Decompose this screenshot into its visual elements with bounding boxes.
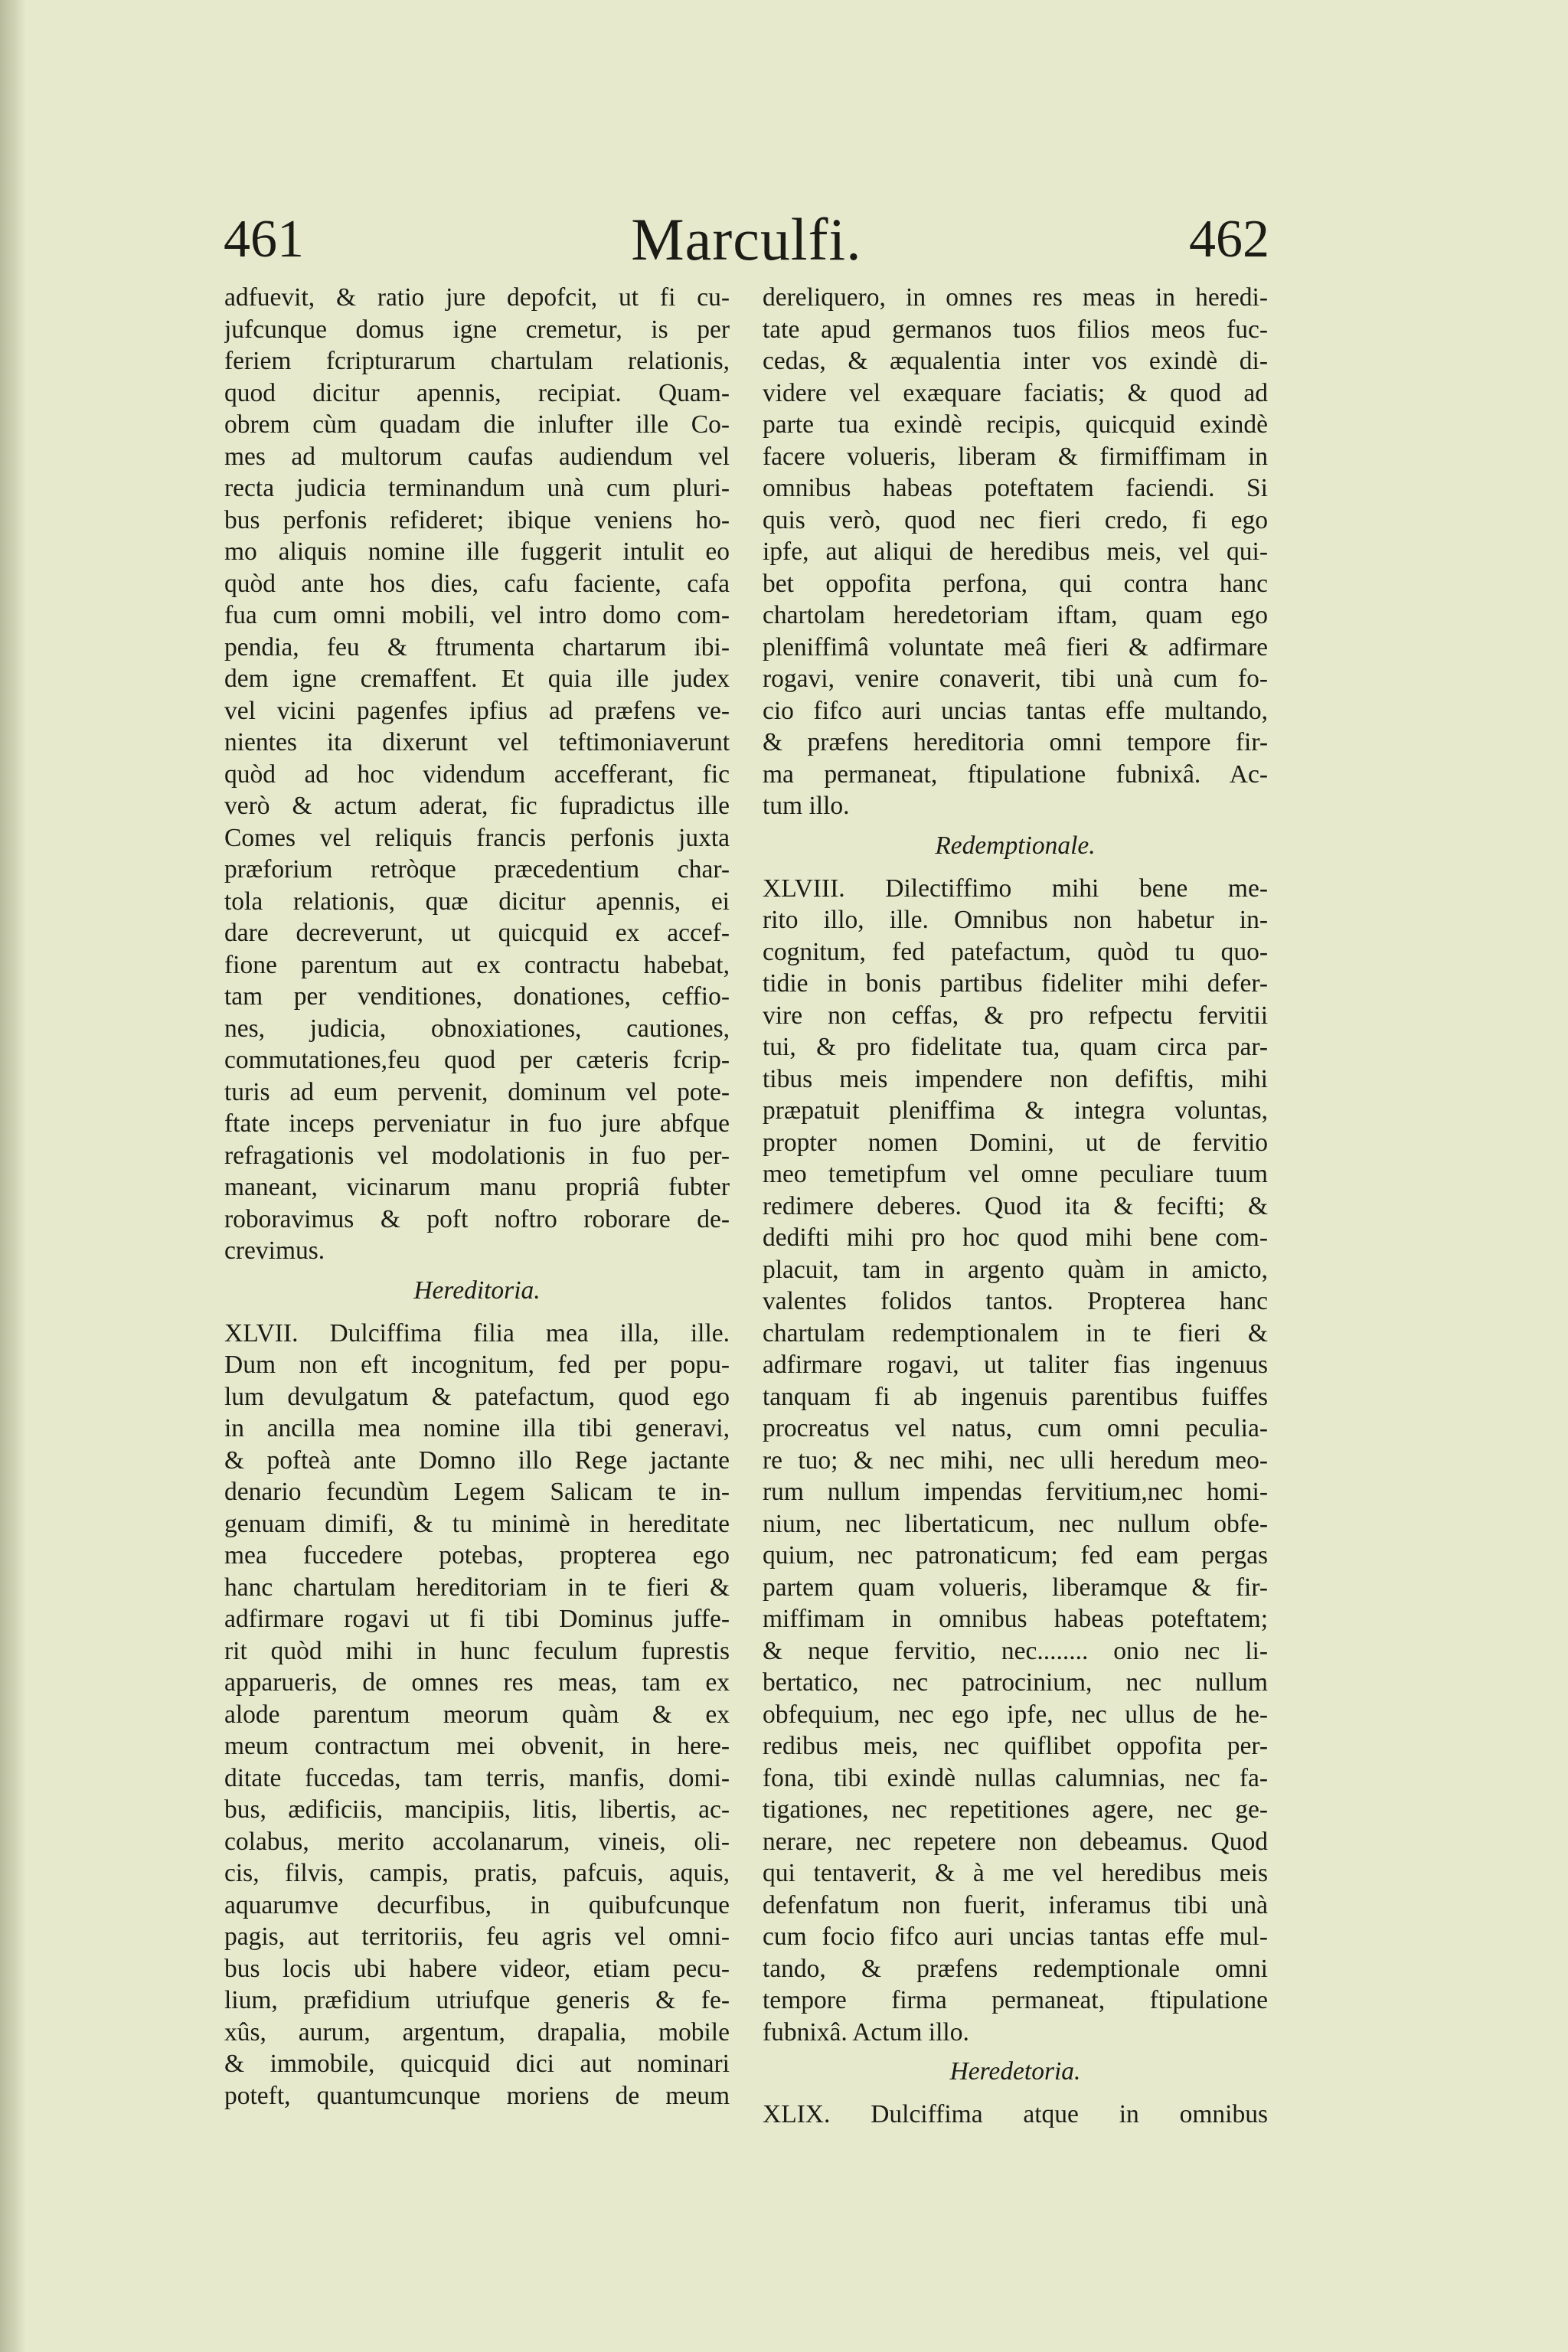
text-line: XLIX. Dulciffima atque in omnibus bbox=[763, 2100, 1268, 2128]
text-line: dereliquero, in omnes res meas in heredi- bbox=[763, 283, 1268, 312]
text-line: XLVII. Dulciffima filia mea illa, ille. bbox=[224, 1318, 730, 1348]
text-line: rogavi, venire conaverit, tibi unà cum fo- bbox=[763, 665, 1268, 693]
text-line: mes ad multorum caufas audiendum vel bbox=[224, 442, 730, 471]
text-line: meo temetipfum vel omne peculiare tuum bbox=[763, 1160, 1268, 1188]
text-line: fua cum omni mobili, vel intro domo com- bbox=[224, 601, 730, 629]
text-line: propter nomen Domini, ut de fervitio bbox=[763, 1128, 1268, 1157]
text-line: dem igne cremaffent. Et quia ille judex bbox=[224, 665, 730, 693]
text-line: genuam dimifi, & tu minimè in hereditate bbox=[224, 1509, 730, 1538]
text-line: dare decreverunt, ut quicquid ex accef- bbox=[224, 919, 730, 947]
text-line: & præfens hereditoria omni tempore fir- bbox=[763, 728, 1268, 756]
text-line: præpatuit pleniffima & integra voluntas, bbox=[763, 1096, 1268, 1125]
text-line: nientes ita dixerunt vel teftimoniaverunt bbox=[224, 728, 730, 756]
text-line: apparueris, de omnes res meas, tam ex bbox=[224, 1668, 730, 1697]
text-line: jufcunque domus igne cremetur, is per bbox=[224, 315, 730, 344]
text-line: parte tua exindè recipis, quicquid exindè bbox=[763, 410, 1268, 439]
text-line: commutationes,feu quod per cæteris fcrip- bbox=[224, 1046, 730, 1074]
text-line: cognitum, fed patefactum, quòd tu quo- bbox=[763, 937, 1268, 966]
page-gutter-shadow bbox=[0, 0, 26, 2352]
text-line: adfirmare rogavi ut fi tibi Dominus juffe- bbox=[224, 1605, 730, 1633]
text-line: turis ad eum pervenit, dominum vel pote- bbox=[224, 1077, 730, 1106]
text-line: quod dicitur apennis, recipiat. Quam- bbox=[224, 378, 730, 407]
text-line: redibus meis, nec quiflibet oppofita per- bbox=[763, 1732, 1268, 1760]
text-line: aquarumve decurfibus, in quibufcunque bbox=[224, 1890, 730, 1919]
text-line: ftate inceps perveniatur in fuo jure abfque bbox=[224, 1109, 730, 1138]
text-line: pagis, aut territoriis, feu agris vel omni- bbox=[224, 1922, 730, 1951]
text-line: vel vicini pagenfes ipfius ad præfens ve- bbox=[224, 696, 730, 725]
text-line: redimere deberes. Quod ita & fecifti; & bbox=[763, 1191, 1268, 1220]
text-line: quis verò, quod nec fieri credo, fi ego bbox=[763, 505, 1268, 534]
text-line: Dum non eft incognitum, fed per popu- bbox=[224, 1351, 730, 1379]
right-page-number: 462 bbox=[1189, 210, 1269, 269]
text-line: bus, ædificiis, mancipiis, litis, libertis, ac- bbox=[224, 1795, 730, 1824]
text-line: hanc chartulam hereditoriam in te fieri & bbox=[224, 1573, 730, 1602]
text-line: feriem fcripturarum chartulam relationis, bbox=[224, 347, 730, 375]
text-line: ma permaneat, ftipulatione fubnixâ. Ac- bbox=[763, 760, 1268, 789]
text-line: refragationis vel modolationis in fuo per- bbox=[224, 1141, 730, 1170]
text-line: denario fecundùm Legem Salicam te in- bbox=[224, 1478, 730, 1506]
section-heading: Redemptionale. bbox=[935, 831, 1096, 860]
text-line: crevimus. bbox=[224, 1236, 325, 1265]
text-line: bus locis ubi habere videor, etiam pecu- bbox=[224, 1954, 730, 1983]
text-line: nerare, nec repetere non debeamus. Quod bbox=[763, 1827, 1268, 1856]
text-line: & immobile, quicquid dici aut nominari bbox=[224, 2050, 730, 2078]
text-line: quium, nec patronaticum; fed eam pergas bbox=[763, 1541, 1268, 1570]
text-line: placuit, tam in argento quàm in amicto, bbox=[763, 1255, 1268, 1284]
text-line: obfequium, nec ego ipfe, nec ullus de he- bbox=[763, 1700, 1268, 1729]
text-line: fubnixâ. Actum illo. bbox=[763, 2017, 969, 2047]
text-line: tui, & pro fidelitate tua, quam circa par- bbox=[763, 1033, 1268, 1061]
text-line: valentes folidos tantos. Propterea hanc bbox=[763, 1287, 1268, 1315]
text-line: omnibus habeas poteftatem faciendi. Si bbox=[763, 474, 1268, 502]
text-line: mo aliquis nomine ille fuggerit intulit eo bbox=[224, 537, 730, 566]
text-line: quòd ad hoc videndum accefferant, fic bbox=[224, 760, 730, 789]
text-line: bertatico, nec patrocinium, nec nullum bbox=[763, 1668, 1268, 1697]
text-line: mea fuccedere potebas, propterea ego bbox=[224, 1541, 730, 1570]
text-line: defenfatum non fuerit, inferamus tibi unà bbox=[763, 1890, 1268, 1919]
text-line: tando, & præfens redemptionale omni bbox=[763, 1954, 1268, 1983]
right-text-column bbox=[763, 282, 1268, 2131]
text-line: facere volueris, liberam & firmiffimam in bbox=[763, 442, 1268, 471]
text-line: cis, filvis, campis, pratis, pafcuis, aquis, bbox=[224, 1859, 730, 1887]
text-line: adfirmare rogavi, ut taliter fias ingenuus bbox=[763, 1351, 1268, 1379]
text-line: dedifti mihi pro hoc quod mihi bene com- bbox=[763, 1223, 1268, 1252]
left-page-number: 461 bbox=[224, 210, 304, 269]
text-line: rito illo, ille. Omnibus non habetur in- bbox=[763, 906, 1268, 934]
text-line: partem quam volueris, liberamque & fir- bbox=[763, 1573, 1268, 1602]
text-line: lum devulgatum & patefactum, quod ego bbox=[224, 1382, 730, 1411]
text-line: recta judicia terminandum unà cum pluri- bbox=[224, 474, 730, 502]
text-line: Comes vel reliquis francis perfonis juxta bbox=[224, 823, 730, 852]
text-line: rit quòd mihi in hunc feculum fuprestis bbox=[224, 1636, 730, 1665]
text-line: bet oppofita perfona, qui contra hanc bbox=[763, 569, 1268, 598]
text-line: pendia, feu & ftrumenta chartarum ibi- bbox=[224, 632, 730, 662]
text-line: tempore firma permaneat, ftipulatione bbox=[763, 1986, 1268, 2014]
running-title: Marculfi. bbox=[631, 206, 862, 273]
text-line: alode parentum meorum quàm & ex bbox=[224, 1700, 730, 1729]
text-line: poteft, quantumcunque moriens de meum bbox=[224, 2081, 730, 2110]
text-line: procreatus vel natus, cum omni peculia- bbox=[763, 1414, 1268, 1442]
text-line: cedas, & æqualentia inter vos exindè di- bbox=[763, 347, 1268, 375]
section-heading: Heredetoria. bbox=[949, 2057, 1081, 2086]
text-line: tibus meis impendere non defiftis, mihi bbox=[763, 1064, 1268, 1093]
text-line: meum contractum mei obvenit, in here- bbox=[224, 1732, 730, 1760]
text-line: ipfe, aut aliqui de heredibus meis, vel qui- bbox=[763, 537, 1268, 566]
text-line: tola relationis, quæ dicitur apennis, ei bbox=[224, 887, 730, 916]
text-line: & pofteà ante Domno illo Rege jactante bbox=[224, 1446, 730, 1475]
text-line: obrem cùm quadam die inlufter ille Co- bbox=[224, 410, 730, 439]
text-line: tum illo. bbox=[763, 792, 850, 820]
text-line: in ancilla mea nomine illa tibi generavi, bbox=[224, 1414, 730, 1442]
text-line: xûs, aurum, argentum, drapalia, mobile bbox=[224, 2017, 730, 2047]
text-line: tanquam fi ab ingenuis parentibus fuiffes bbox=[763, 1382, 1268, 1411]
text-line: tate apud germanos tuos filios meos fuc- bbox=[763, 315, 1268, 344]
text-line: re tuo; & nec mihi, nec ulli heredum meo- bbox=[763, 1446, 1268, 1475]
text-line: vire non ceffas, & pro refpectu fervitii bbox=[763, 1001, 1268, 1030]
text-line: tam per venditiones, donationes, ceffio- bbox=[224, 982, 730, 1011]
text-line: videre vel exæquare faciatis; & quod ad bbox=[763, 378, 1268, 407]
text-line: quòd ante hos dies, cafu faciente, cafa bbox=[224, 569, 730, 598]
text-line: bus perfonis refideret; ibique veniens ho- bbox=[224, 505, 730, 534]
left-text-column bbox=[224, 282, 730, 2112]
text-line: rum nullum impendas fervitium,nec homi- bbox=[763, 1478, 1268, 1506]
text-line: tidie in bonis partibus fideliter mihi defer- bbox=[763, 969, 1268, 998]
text-line: fione parentum aut ex contractu habebat, bbox=[224, 950, 730, 979]
text-line: præforium retròque præcedentium char- bbox=[224, 855, 730, 884]
text-line: nes, judicia, obnoxiationes, cautiones, bbox=[224, 1014, 730, 1043]
text-line: maneant, vicinarum manu propriâ fubter bbox=[224, 1173, 730, 1201]
text-line: adfuevit, & ratio jure depofcit, ut fi cu- bbox=[224, 283, 730, 312]
text-line: cum focio fifco auri uncias tantas effe mul- bbox=[763, 1922, 1268, 1951]
text-line: lium, præfidium utriufque generis & fe- bbox=[224, 1986, 730, 2014]
page-header bbox=[222, 205, 1271, 274]
section-heading: Hereditoria. bbox=[413, 1276, 541, 1305]
text-line: & neque fervitio, nec........ onio nec li- bbox=[763, 1636, 1268, 1665]
text-line: nium, nec libertaticum, nec nullum obfe- bbox=[763, 1509, 1268, 1538]
text-line: tigationes, nec repetitiones agere, nec ge- bbox=[763, 1795, 1268, 1824]
text-line: cio fifco auri uncias tantas effe multando, bbox=[763, 696, 1268, 725]
text-line: chartulam redemptionalem in te fieri & bbox=[763, 1318, 1268, 1348]
text-line: ditate fuccedas, tam terris, manfis, domi- bbox=[224, 1763, 730, 1792]
text-line: miffimam in omnibus habeas poteftatem; bbox=[763, 1605, 1268, 1633]
text-line: fona, tibi exindè nullas calumnias, nec fa- bbox=[763, 1763, 1268, 1792]
text-line: XLVIII. Dilectiffimo mihi bene me- bbox=[763, 874, 1268, 903]
text-line: pleniffimâ voluntate meâ fieri & adfirmare bbox=[763, 632, 1268, 662]
text-line: colabus, merito accolanarum, vineis, oli- bbox=[224, 1827, 730, 1856]
text-line: roboravimus & poft noftro roborare de- bbox=[224, 1204, 730, 1233]
text-line: chartolam heredetoriam iftam, quam ego bbox=[763, 601, 1268, 629]
text-line: qui tentaverit, & à me vel heredibus meis bbox=[763, 1859, 1268, 1887]
text-line: verò & actum aderat, fic fupradictus ille bbox=[224, 792, 730, 820]
